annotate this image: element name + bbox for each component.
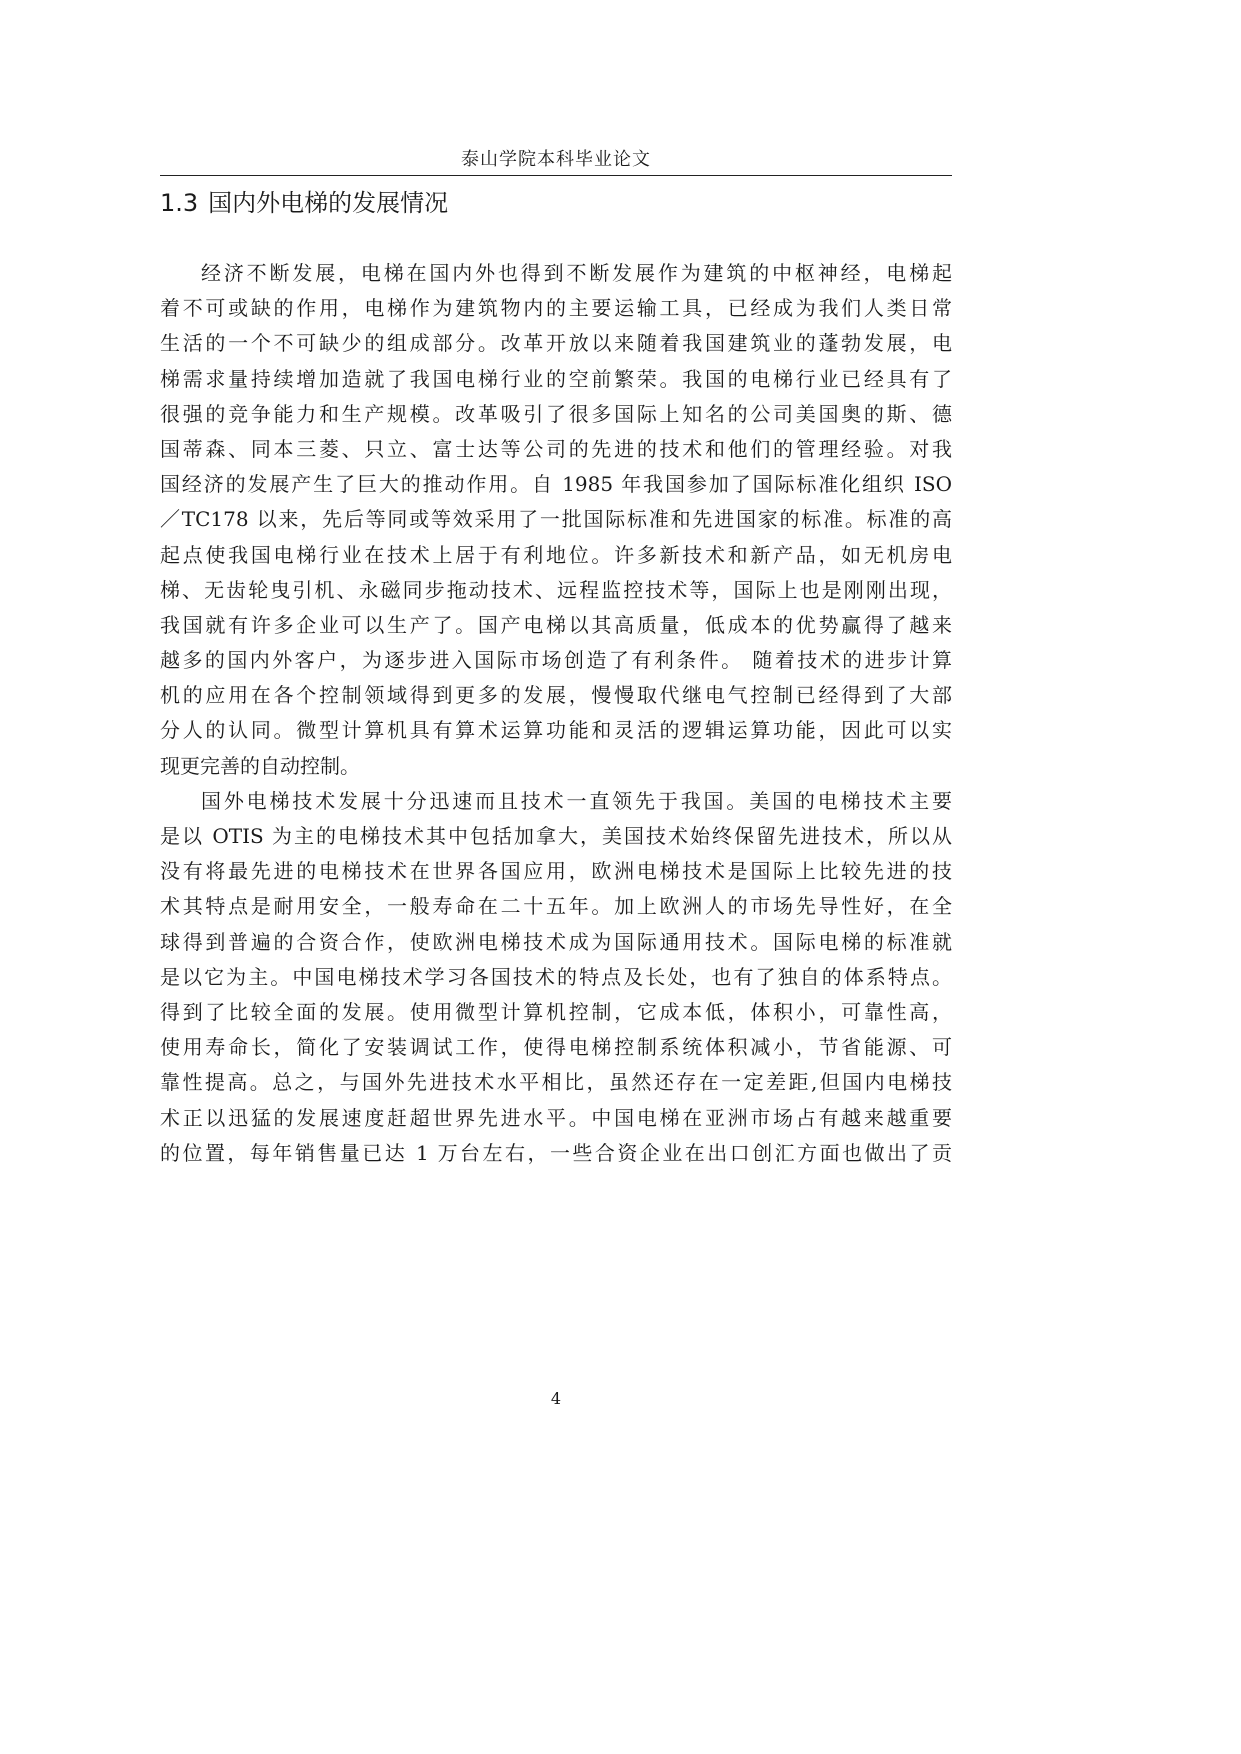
section-title: 国内外电梯的发展情况: [208, 189, 449, 217]
text-line: 梯、无齿轮曳引机、永磁同步拖动技术、远程监控技术等，国际上也是刚刚出现，: [160, 577, 952, 602]
text-line: 球得到普遍的合资合作，使欧洲电梯技术成为国际通用技术。国际电梯的标准就: [160, 929, 952, 954]
text-line: 术其特点是耐用安全，一般寿命在二十五年。加上欧洲人的市场先导性好，在全: [160, 894, 952, 919]
text-line: 分人的认同。微型计算机具有算术运算功能和灵活的逻辑运算功能，因此可以实: [160, 718, 952, 743]
text-line: 着不可或缺的作用，电梯作为建筑物内的主要运输工具，已经成为我们人类日常: [160, 296, 952, 321]
text-line: 术正以迅猛的发展速度赶超世界先进水平。中国电梯在亚洲市场占有越来越重要: [160, 1105, 952, 1130]
text-line: 得到了比较全面的发展。使用微型计算机控制，它成本低，体积小，可靠性高，: [160, 999, 952, 1024]
section-heading: [160, 181, 448, 225]
running-header: 泰山学院本科毕业论文: [461, 149, 651, 170]
text-line: 是以 OTIS 为主的电梯技术其中包括加拿大，美国技术始终保留先进技术，所以从: [160, 824, 952, 848]
text-line: 机的应用在各个控制领域得到更多的发展，慢慢取代继电气控制已经得到了大部: [160, 683, 952, 708]
text-line: 国蒂森、同本三菱、只立、富士达等公司的先进的技术和他们的管理经验。对我: [160, 436, 952, 461]
text-line: 梯需求量持续增加造就了我国电梯行业的空前繁荣。我国的电梯行业已经具有了: [160, 366, 952, 391]
body-text: [160, 256, 952, 1171]
text-line: 靠性提高。总之，与国外先进技术水平相比，虽然还存在一定差距,但国内电梯技: [160, 1070, 952, 1095]
text-line: 国外电梯技术发展十分迅速而且技术一直领先于我国。美国的电梯技术主要: [201, 788, 952, 813]
text-line: 是以它为主。中国电梯技术学习各国技术的特点及长处，也有了独自的体系特点。: [160, 964, 952, 989]
text-line: 现更完善的自动控制。: [160, 753, 360, 778]
text-line: 很强的竞争能力和生产规模。改革吸引了很多国际上知名的公司美国奥的斯、德: [160, 401, 952, 426]
page-number: 4: [550, 1389, 562, 1408]
text-line: 的位置，每年销售量已达 1 万台左右，一些合资企业在出口创汇方面也做出了贡: [160, 1140, 952, 1165]
text-line: 越多的国内外客户，为逐步进入国际市场创造了有利条件。 随着技术的进步计算: [160, 648, 952, 673]
text-line: 生活的一个不可缺少的组成部分。改革开放以来随着我国建筑业的蓬勃发展，电: [160, 331, 952, 356]
text-line: 没有将最先进的电梯技术在世界各国应用，欧洲电梯技术是国际上比较先进的技: [160, 859, 952, 884]
text-line: ／TC178 以来，先后等同或等效采用了一批国际标准和先进国家的标准。标准的高: [160, 507, 952, 532]
text-line: 经济不断发展，电梯在国内外也得到不断发展作为建筑的中枢神经，电梯起: [201, 261, 952, 285]
text-line: 我国就有许多企业可以生产了。国产电梯以其高质量，低成本的优势赢得了越来: [160, 612, 952, 637]
text-line: 国经济的发展产生了巨大的推动作用。自 1985 年我国参加了国际标准化组织 ISO: [160, 472, 952, 497]
header-rule: [160, 175, 952, 176]
text-line: 使用寿命长，简化了安装调试工作，使得电梯控制系统体积减小，节省能源、可: [160, 1035, 952, 1060]
text-line: 起点使我国电梯行业在技术上居于有利地位。许多新技术和新产品，如无机房电: [160, 542, 952, 567]
section-number: 1.3: [160, 189, 199, 217]
